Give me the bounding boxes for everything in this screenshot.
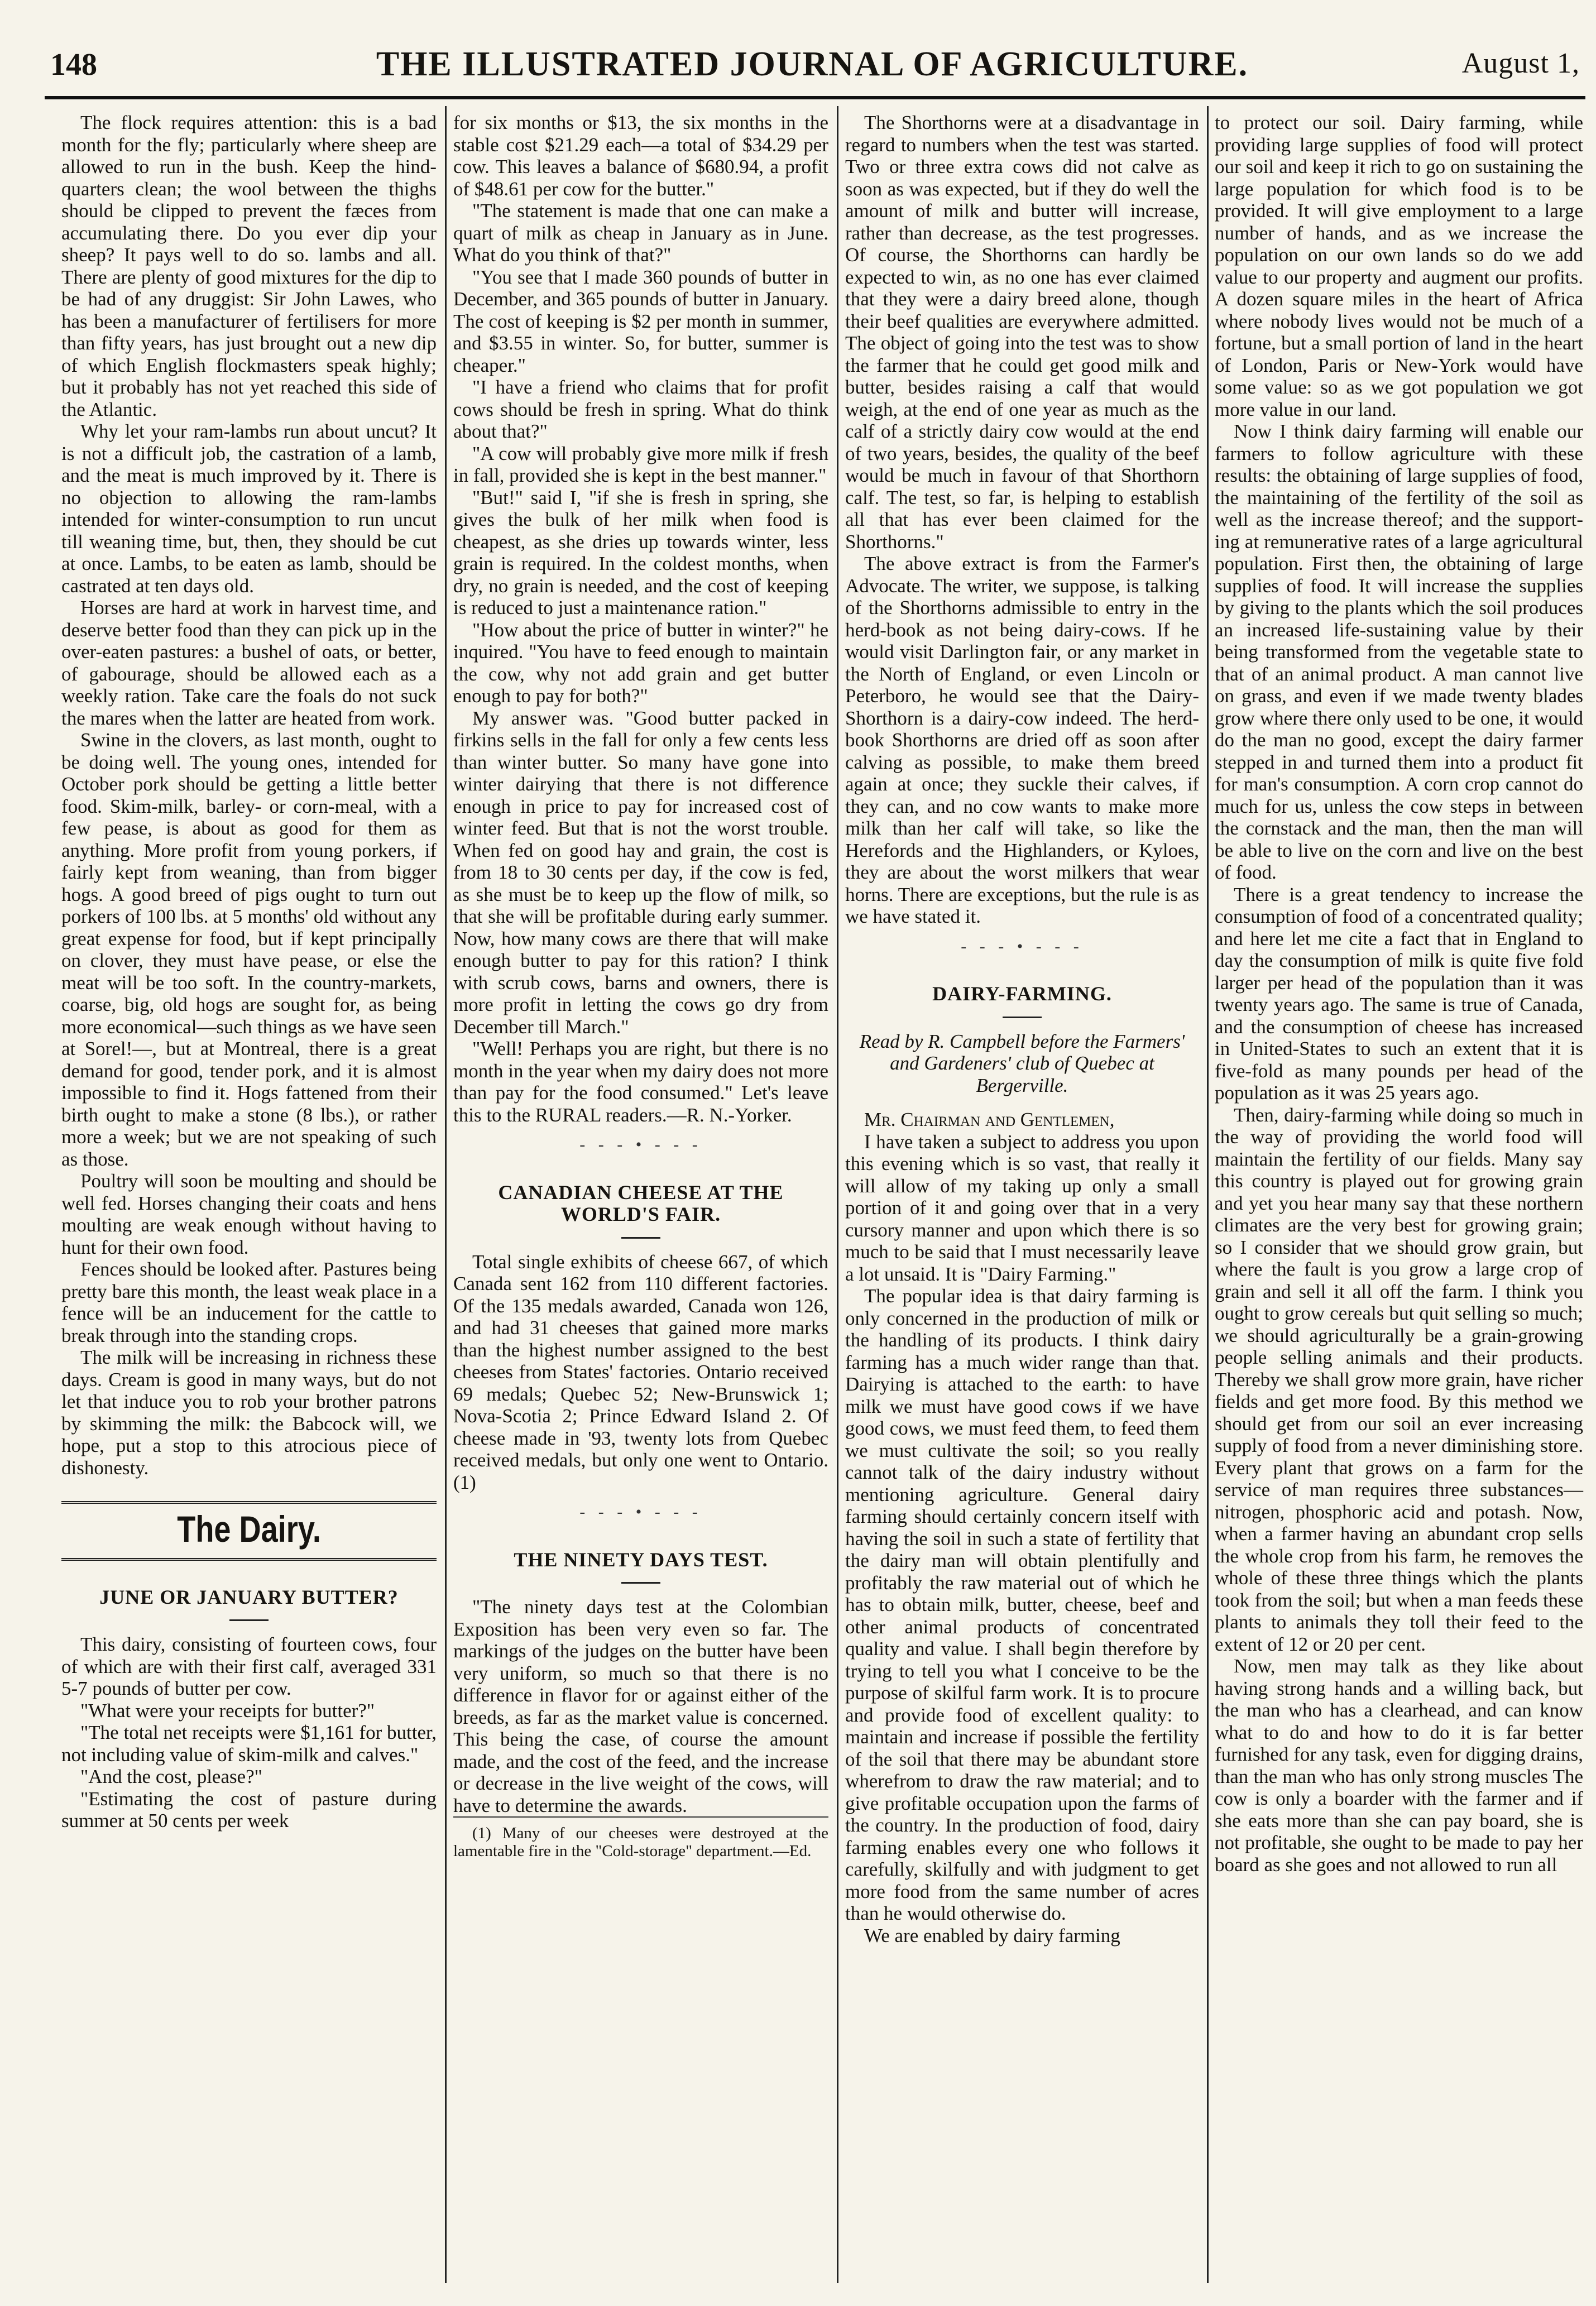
column-3	[845, 112, 1199, 1947]
paragraph: "You see that I made 360 pounds of butter in December, and 365 pounds of butter in January. The cost of keeping is $2 per month in summer, and $3.55 in winter. So, for butter, summer is cheaper."	[453, 266, 828, 376]
paragraph-flock: The flock requires attention: this is a bad month for the fly; particularly where sheep are allowed to run in the bush. Keep the hind-quarters clean; the wool between the thighs should be clipped to prevent the fæces from accumulating there. Do you ever dip your sheep? It pays well to do so. lambs and all. There are plenty of good mixtures for the dip to be had of any druggist: Sir John Lawes, who has been a manufacturer of fertilisers for more than fifty years, has just brought out a new dip of which English flockmasters speak highly; but it probably has not yet reached this side of the Atlantic.	[61, 112, 437, 420]
separator: - - - • - - -	[961, 937, 1084, 956]
paragraph: My answer was. "Good butter packed in firkins sells in the fall for only a few cents less than winter butter. So many have gone into winter dairying that there is not difference enough in price to pay for increased cost of winter feed. But that is not the worst trouble. When fed on good hay and grain, the cost is from 18 to 30 cents per day, if the cow is fed, as she must be to keep up the flow of milk, so that she will be profitable during early summer. Now, how many cows are there that will make enough butter to pay for this ration? I think with scrub cows, barns and owners, there is more profit in letting the cows go dry from December till March."	[453, 707, 828, 1038]
heading-rule	[621, 1582, 660, 1584]
article-heading-canadian-cheese: CANADIAN CHEESE AT THE WORLD'S FAIR.	[498, 1181, 784, 1225]
paragraph: The popular idea is that dairy farming is only concerned in the production of milk or the handling of its products. I think dairy farming has a much wider range than that. Dairying is attached to the earth: to have milk we must have good cows if we have good cows, we must feed them, to feed them we must cultivate the soil; so you really cannot talk of the dairy industry without mentioning agriculture. General dairy farming should certainly concern itself with having the soil in such a state of fertility that the dairy man will obtain plentifully and profitably the raw material out of which he has to obtain milk, butter, cheese, beef and other animal products of concentrated quality and value. I shall begin therefore by trying to tell you what I conceive to be the purpose of skilful farm work. It is to procure and provide food of excellent quality: to maintain and increase if possible the fertility of the soil that there may be abundant store wherefrom to draw the raw material; and to give profitable occupation upon the farms of the country. In the production of food, dairy farming enables every one who follows it carefully, skilfully and with judgment to get more food from the same number of acres than he would otherwise do.	[845, 1285, 1199, 1924]
separator: - - - • - - -	[579, 1503, 702, 1521]
paragraph: This dairy, consisting of fourteen cows, four of which are with their first calf, averaged 331 5-7 pounds of butter per cow.	[61, 1633, 437, 1699]
paragraph: "And the cost, please?"	[80, 1766, 262, 1787]
section-title-dairy: The Dairy.	[177, 1508, 321, 1550]
heading-rule	[1003, 1017, 1042, 1018]
paragraph: Total single exhibits of cheese 667, of which Canada sent 162 from 110 different factories. Of the 135 medals awarded, Canada won 126, and had 31 cheeses that gained more marks than the highest number assigned to the best cheeses from States' factories. Ontario received 69 medals; Quebec 52; New-Brunswick 1; Nova-Scotia 2; Prince Edward Island 2. Of cheese made in '93, twenty lots from Quebec received medals, but only one went to Ontario. (1)	[453, 1250, 828, 1493]
paragraph: "The ninety days test at the Colombian Exposition has been very even so far. The markings of the judges on the butter have been very uniform, so much so that there is no difference in flavor for or against either of the breeds, as far as the market value is concerned. This being the case, of course the amount made, and the cost of the feed, and the increase or decrease in the live weight of the cows, will have to determine the awards.	[453, 1596, 828, 1816]
page-number: 148	[50, 47, 97, 82]
paragraph: Now, men may talk as they like about having strong hands and a willing back, but the man who has a clearhead, and can know what to do and how to do it is far better furnished for any task, even for digging drains, than the man who has only strong muscles The cow is only a boarder with the farmer and if she eats more than she can pay board, she is not profitable, she ought to be made to pay her board as she goes and not allowed to run all	[1215, 1655, 1583, 1876]
salutation: Mr. Chairman and Gentlemen,	[864, 1109, 1115, 1130]
paragraph-swine: Swine in the clovers, as last month, ought to be doing well. The young ones, intended for October pork should be getting a little better food. Skim-milk, barley- or corn-meal, with a few pease, is about as good for them as anything. More profit from young porkers, if fairly kept from weaning, than from bigger hogs. A good breed of pigs ought to turn out porkers of 100 lbs. at 5 months' old without any great expense for food, but if kept principally on clover, they must have pease, or else the meat will be too soft. In the country-markets, coarse, big, old hogs are sought for, as being more economical—such things as we have seen at Sorel!—, but at Montreal, there is a great demand for good, tender pork, and it is almost impossible to find it. Hogs fattened from their birth ought to make a stone (8 lbs.), or rather more a week; but we are not speaking of such as those.	[61, 729, 437, 1170]
column-divider	[445, 106, 447, 2283]
paragraph: We are enabled by dairy farming	[864, 1924, 1120, 1947]
paragraph: "Estimating the cost of pasture during summer at 50 cents per week	[61, 1787, 437, 1832]
column-4	[1215, 112, 1583, 1876]
heading-rule	[621, 1237, 660, 1239]
paragraph: The Shorthorns were at a disadvantage in regard to numbers when the test was started. Two or three extra cows did not calve as soon as was expected, but if they do well the amount of milk and butter will increase, rather than decrease, as the test progresses. Of course, the Shorthorns can hardly be expected to win, as no one has ever claimed that they were a dairy breed alone, though their beef qualities are everywhere admitted. The object of going into the test was to show the farmer that he could get good milk and butter, besides raising a calf that would weigh, at the end of one year as much as the calf of a strictly dairy cow would at the end of two years, besides, the quality of the beef would be much in favour of that Shorthorn calf. The test, so far, is helping to establish all that has ever been claimed for the Shorthorns."	[845, 112, 1199, 553]
article-heading-dairy-farming: DAIRY-FARMING.	[932, 982, 1112, 1005]
paragraph: to protect our soil. Dairy farming, while providing large supplies of food will protect our soil and keep it rich to go on sustaining the large population for which food is to be provided. It will give employment to a large number of hands, and as we increase the population on our own lands so do we add value to our property and augment our profits. A dozen square miles in the heart of Africa where nobody lives would not be much of a fortune, but a small portion of land in the heart of London, Paris or New-York would have some value: so as we got population we got more value in our land.	[1215, 112, 1583, 420]
column-divider	[837, 106, 838, 2283]
paragraph-poultry: Poultry will soon be moulting and should be well fed. Horses changing their coats and hens moulting are weak enough without having to hunt for their own food.	[61, 1170, 437, 1258]
heading-rule	[229, 1619, 269, 1621]
paragraph: "Well! Perhaps you are right, but there is no month in the year when my dairy does not more than pay for the food consumed." Let's leave this to the RURAL readers.—R. N.-Yorker.	[453, 1038, 828, 1126]
paragraph: "The total net receipts were $1,161 for butter, not including value of skim-milk and calves."	[61, 1722, 437, 1766]
issue-date: August 1,	[1461, 47, 1580, 79]
column-2	[453, 112, 828, 1860]
paragraph: Now I think dairy farming will enable our farmers to follow agriculture with these results: the obtaining of large supplies of food, the maintaining of the fertility of the soil as well as the increase thereof; and the support-ing at remunerative rates of a large agricultural population. First then, the obtaining of large supplies of food. It will increase the supplies by giving to the plants which the soil produces an increased life-sustaining value by their being transformed from the vegetable state to that of an animal product. A man cannot live on grass, and even if we made twenty blades grow where there only used to be one, it would do the man no good, except the dairy farmer stepped in and turned them into a product fit for man's consumption. A corn crop cannot do much for us, unless the cow steps in between the cornstack and the man, then the man will be able to live on the corn and live on the best of food.	[1215, 420, 1583, 883]
page-header	[45, 39, 1580, 95]
paragraph-horses: Horses are hard at work in harvest time, and deserve better food than they can pick up in the over-eaten pastures: a bushel of oats, or better, of gabourage, should be allowed each as a weekly ration. Take care the foals do not suck the mares when the latter are heated from work.	[61, 597, 437, 729]
paragraph: "I have a friend who claims that for profit cows should be fresh in spring. What do think about that?"	[453, 376, 828, 442]
section-banner-dairy	[61, 1501, 437, 1561]
article-heading-ninety-days: THE NINETY DAYS TEST.	[514, 1548, 768, 1571]
paragraph: "But!" said I, "if she is fresh in spring, she gives the bulk of her milk when food is cheapest, as she dries up towards winter, less grain is required. In the coldest months, when dry, no grain is needed, and the cost of keeping is reduced to just a maintenance ration."	[453, 486, 828, 619]
paragraph: for six months or $13, the six months in the stable cost $21.29 each—a total of $34.29 per cow. This leaves a balance of $680.94, a profit of $48.61 per cow for the butter."	[453, 112, 828, 200]
paragraph: "A cow will probably give more milk if fresh in fall, provided she is kept in the best manner."	[453, 442, 828, 486]
paragraph: Then, dairy-farming while doing so much in the way of providing the world food will maintain the fertility of our fields. Many say this country is played out for growing grain and yet you hear many say that these northern climates are the very best for growing grain; so I consider that we should grow grain, but where the fault is you grow a large crop of grain and sell it all off the farm. I think you ought to grow cereals but quit selling so much; we should agriculturally be a grain-growing people selling animals and their products. Thereby we shall grow more grain, have richer fields and get more food. By this method we should get from our soil an ever increasing supply of food from a never diminishing store. Every plant that grows on a farm for the service of man requires three substances—nitrogen, phosphoric acid and potash. Now, when a farmer having an abundant crop sells the whole crop from his farm, he removes the whole of these three things which the plants took from the soil; but when a man feeds these plants to animals they toll their feed to the extent of 12 or 20 per cent.	[1215, 1104, 1583, 1655]
column-1	[61, 112, 437, 1832]
paragraph: The above extract is from the Farmer's Advocate. The writer, we suppose, is talking of the Shorthorns admissible to entry in the herd-book as not being dairy-cows. If he would visit Darlington fair, or any market in the North of England, or even Lincoln or Peterboro, he would see that the Dairy-Shorthorn is a dairy-cow indeed. The herd-book Shorthorns are dried off as soon after calving as possible, to make them breed again at once; they suckle their calves, if they can, and no cow wants to make more milk than her calf will take, so like the Herefords and the Highlanders, or Kyloes, they are about the worst milkers that wear horns. There are exceptions, but the rule is as we have stated it.	[845, 553, 1199, 927]
article-byline: Read by R. Campbell before the Farmers' and Gardeners' club of Quebec at Bergerville.	[859, 1030, 1185, 1096]
column-divider	[1207, 106, 1209, 2283]
journal-title: THE ILLUSTRATED JOURNAL OF AGRICULTURE.	[376, 45, 1249, 83]
paragraph-fences: Fences should be looked after. Pastures being pretty bare this month, the least weak place in a fence will be an inducement for the cattle to break through into the standing crops.	[61, 1258, 437, 1346]
separator: - - - • - - -	[579, 1135, 702, 1154]
paragraph-ram-lambs: Why let your ram-lambs run about uncut? It is not a difficult job, the castration of a lamb, and the meat is much improved by it. There is no objection to allowing the ram-lambs intended for winter-consumption to run uncut till weaning time, but, then, they should be cut at once. Lambs, to be eaten as lamb, should be castrated at ten days old.	[61, 420, 437, 597]
paragraph: "What were your receipts for butter?"	[80, 1699, 375, 1722]
article-heading-june-butter: JUNE OR JANUARY BUTTER?	[99, 1585, 399, 1608]
paragraph-milk: The milk will be increasing in richness these days. Cream is good in many ways, but do not let that induce you to rob your brother patrons by skimming the milk: the Babcock will, we hope, put a stop to this atrocious piece of dishonesty.	[61, 1346, 437, 1479]
footnote: (1) Many of our cheeses were destroyed at the lamentable fire in the "Cold-storage" department.—Ed.	[453, 1816, 828, 1860]
paragraph: There is a great tendency to increase the consumption of food of a concentrated quality; and here let me cite a fact that in England to day the consumption of milk is quite five fold larger per head of the population than it was twenty years ago. The same is true of Canada, and the consumption of cheese has increased in United-States to such an extent that it is five-fold as many pounds per head of the population as it was 25 years ago.	[1215, 883, 1583, 1104]
paragraph: "How about the price of butter in winter?" he inquired. "You have to feed enough to maintain the cow, why not add grain and get butter enough to pay for both?"	[453, 619, 828, 707]
paragraph: "The statement is made that one can make a quart of milk as cheap in January as in June. What do you think of that?"	[453, 200, 828, 266]
paragraph: I have taken a subject to address you upon this evening which is so vast, that really it will allow of my taking up only a small portion of it and going over that in a very cursory manner and upon which there is so much to be said that I must necessarily leave a lot unsaid. It is "Dairy Farming."	[845, 1130, 1199, 1285]
header-rule	[45, 96, 1585, 99]
